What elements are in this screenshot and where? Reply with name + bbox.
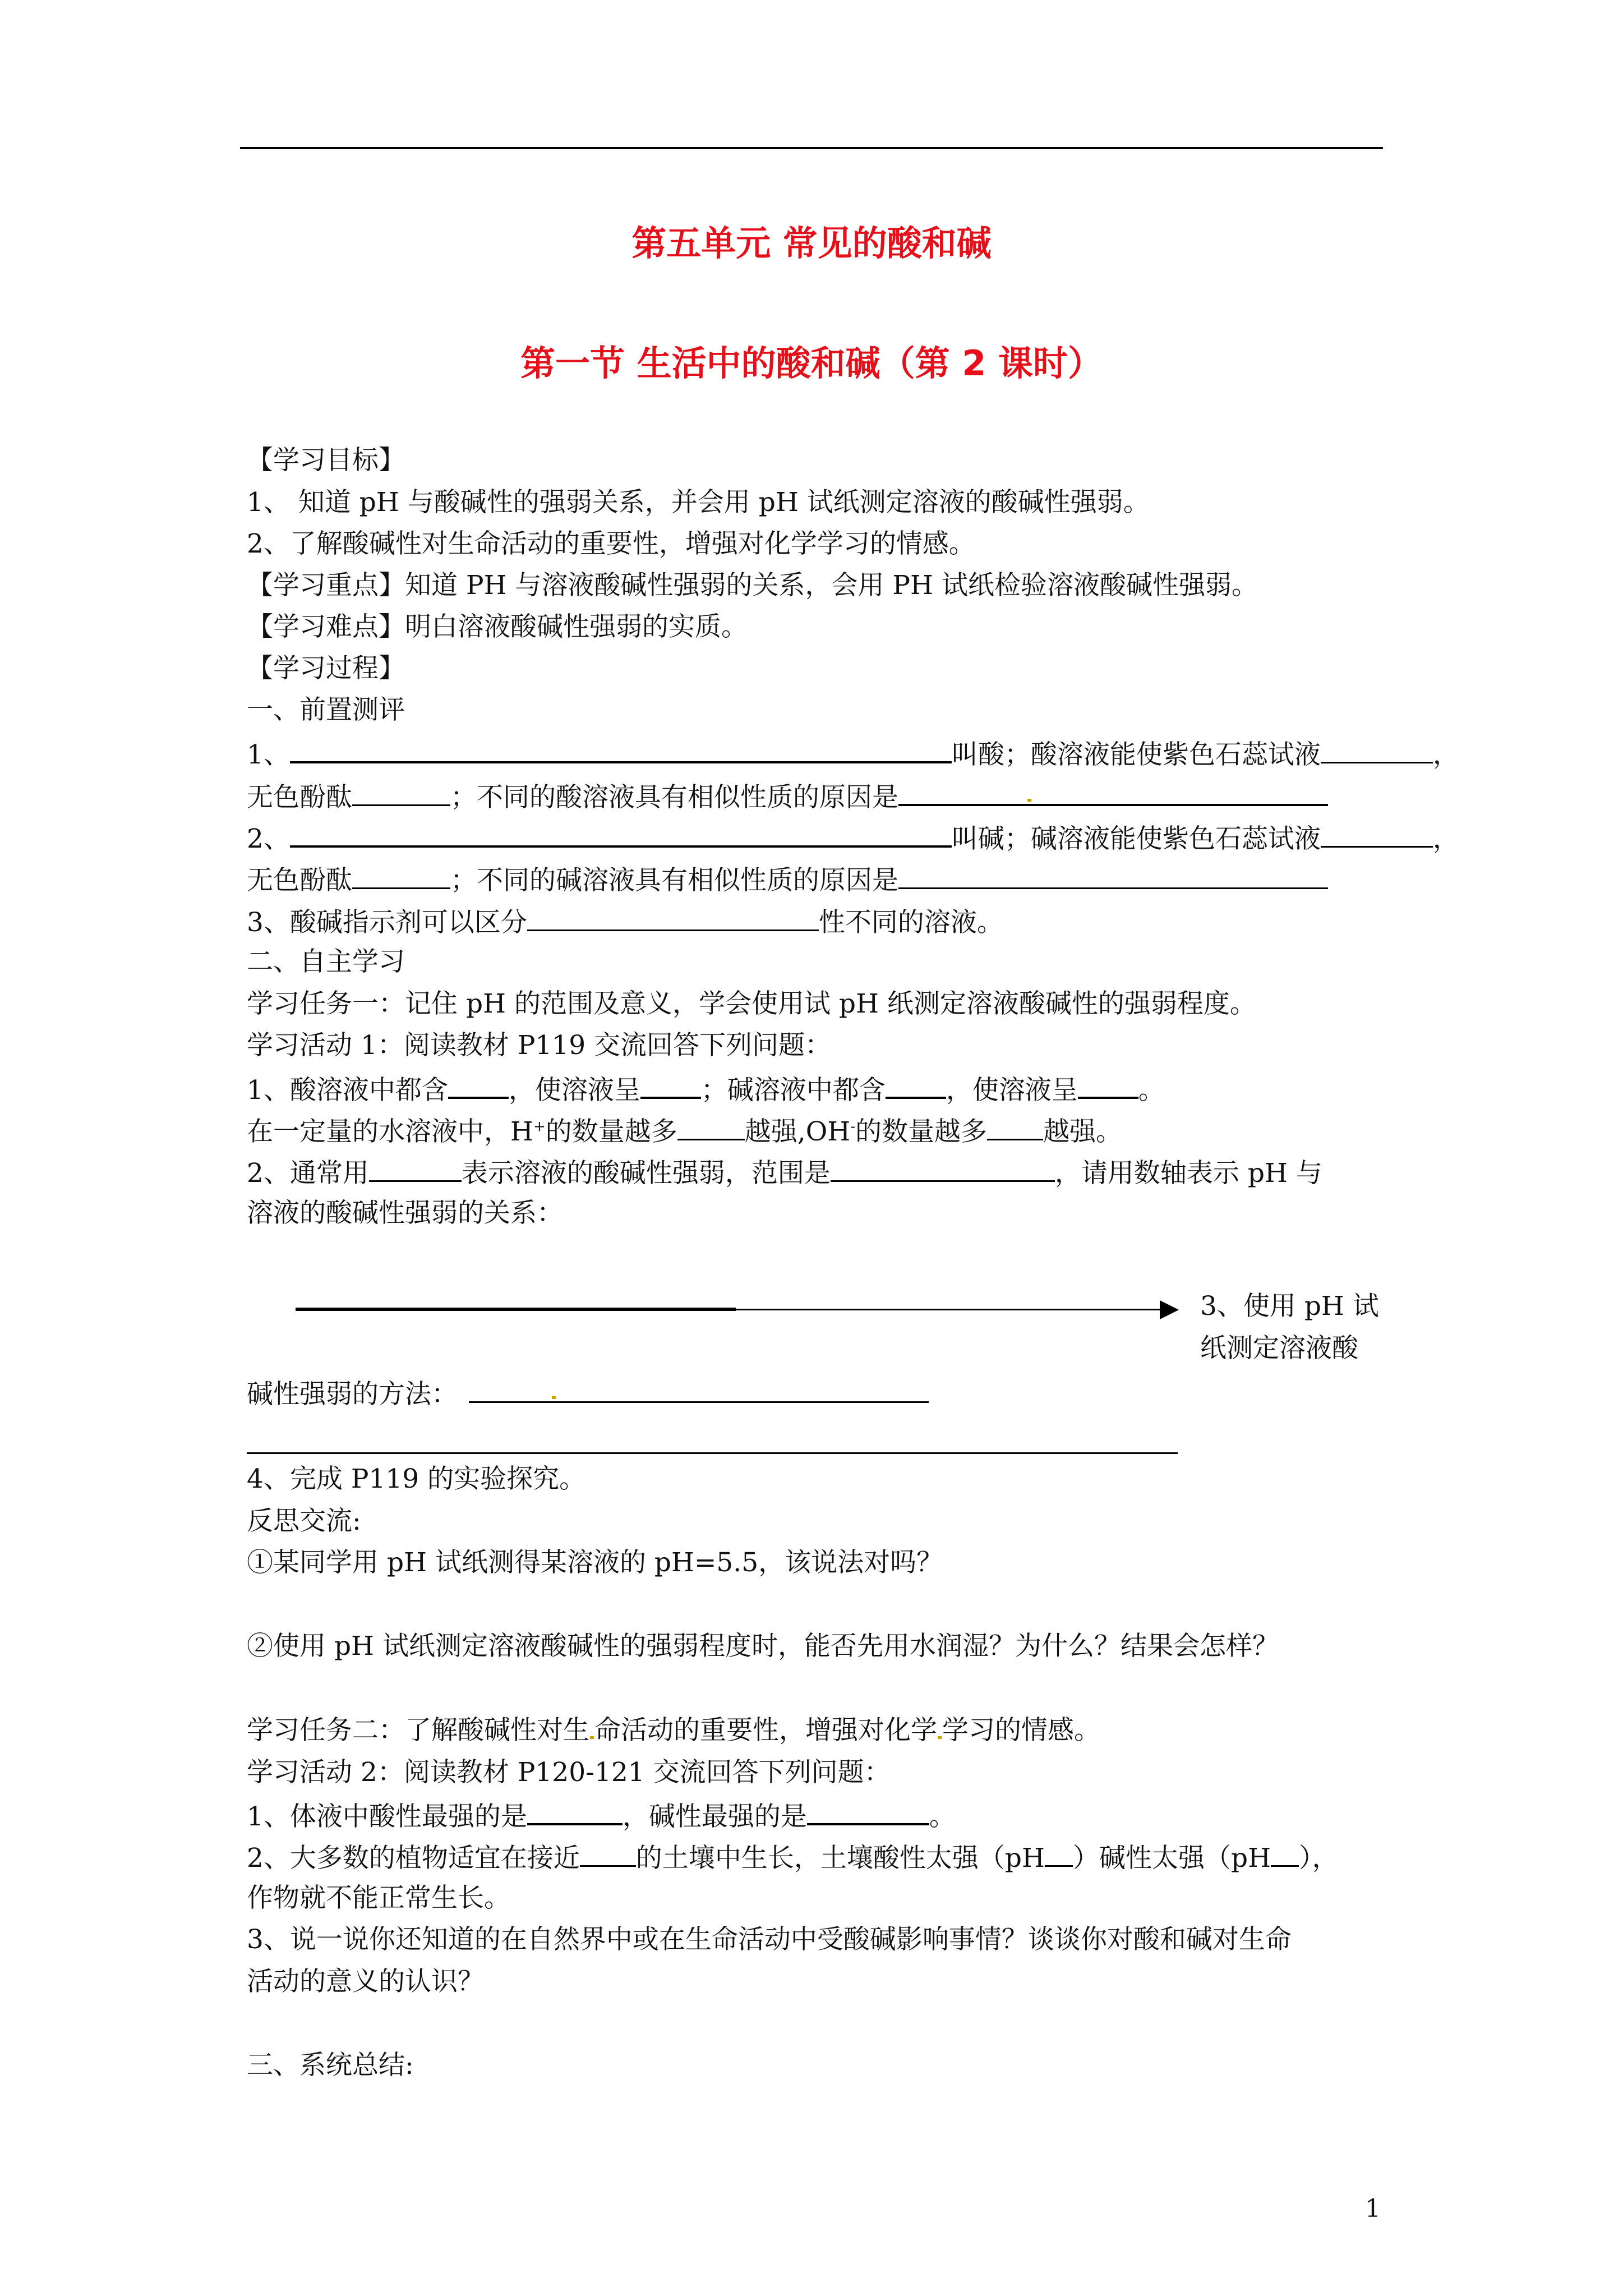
difficulty: 【学习难点】明白溶液酸碱性强弱的实质。	[247, 611, 748, 642]
question-2-line-2: 无色酚酞 ；不同的碱溶液具有相似性质的原因是	[247, 865, 1328, 894]
answer-blank[interactable]	[527, 907, 819, 931]
activity-2-question-3-line-2: 活动的意义的认识？	[247, 1966, 484, 1997]
activity-2-question-3: 3、说一说你还知道的在自然界中或在生命活动中受酸碱影响事情？谈谈你对酸和碱对生命	[247, 1924, 1292, 1955]
question-1-line-1: 1、 叫酸；酸溶液能使紫色石蕊试液 ，	[247, 739, 1459, 770]
answer-blank[interactable]	[580, 1843, 636, 1867]
answer-blank[interactable]	[1321, 739, 1433, 763]
answer-blank[interactable]	[898, 781, 1328, 806]
activity-1-question-2: 2、通常用 表示溶液的酸碱性强弱，范围是 ，请用数轴表示 pH 与	[247, 1158, 1322, 1189]
task-2: 学习任务二：了解酸碱性对生 命活动的重要性，增强对化学 学习的情感。	[247, 1715, 1100, 1746]
objectives-heading: 【学习目标】	[247, 445, 405, 476]
answer-blank[interactable]	[352, 865, 450, 889]
lesson-title: 第一节 生活中的酸和碱（第 2 课时）	[520, 343, 1103, 384]
answer-line[interactable]	[247, 1452, 1178, 1454]
activity-2-question-1: 1、体液中酸性最强的是 ，碱性最强的是 。	[247, 1801, 956, 1832]
answer-blank[interactable]	[886, 1074, 946, 1099]
unit-title: 第五单元 常见的酸和碱	[631, 223, 992, 264]
task-1: 学习任务一：记住 pH 的范围及意义，学会使用试 pH 纸测定溶液酸碱性的强弱程度。	[247, 988, 1256, 1019]
answer-blank[interactable]	[987, 1116, 1043, 1140]
activity-1-question-1: 1、酸溶液中都含 ，使溶液呈 ；碱溶液中都含 ，使溶液呈 。	[247, 1075, 1165, 1106]
answer-blank[interactable]	[807, 1801, 929, 1825]
header-rule	[240, 147, 1383, 149]
reflection-question-1: ①某同学用 pH 试纸测得某溶液的 pH=5.5，该说法对吗？	[247, 1547, 943, 1578]
reflection-heading: 反思交流:	[247, 1506, 361, 1536]
answer-blank[interactable]	[290, 823, 952, 848]
answer-blank[interactable]	[352, 782, 450, 806]
activity-2: 学习活动 2：阅读教材 P120-121 交流回答下列问题：	[247, 1757, 891, 1788]
question-1-line-2: 无色酚酞 ；不同的酸溶液具有相似性质的原因是	[247, 781, 1328, 811]
activity-1-question-1-line-2: 在一定量的水溶液中，H+的数量越多 越强,OH-的数量越多 越强。	[247, 1116, 1123, 1147]
ph-number-line-extension	[736, 1309, 1162, 1310]
answer-blank[interactable]	[831, 1158, 1055, 1182]
activity-2-question-2: 2、大多数的植物适宜在接近 的土壤中生长，土壤酸性太强（pH ）碱性太强（pH ），	[247, 1843, 1339, 1874]
answer-blank[interactable]	[898, 865, 1328, 889]
section-1-heading: 一、前置测评	[247, 694, 405, 725]
process-heading: 【学习过程】	[247, 653, 405, 684]
section-3-heading: 三、系统总结:	[247, 2050, 414, 2081]
activity-2-question-2-line-2: 作物就不能正常生长。	[247, 1883, 510, 1913]
activity-1: 学习活动 1：阅读教材 P119 交流回答下列问题：	[247, 1030, 832, 1061]
question-3: 3、酸碱指示剂可以区分 性不同的溶液。	[247, 907, 1003, 938]
ph-number-line	[296, 1308, 736, 1311]
answer-blank[interactable]	[1321, 823, 1433, 848]
answer-blank[interactable]	[448, 1074, 509, 1099]
answer-blank[interactable]	[469, 1379, 929, 1403]
answer-blank[interactable]	[527, 1801, 623, 1825]
answer-blank[interactable]	[290, 739, 952, 763]
answer-blank[interactable]	[1078, 1074, 1138, 1099]
arrow-right-icon	[1160, 1300, 1179, 1319]
reflection-question-2: ②使用 pH 试纸测定溶液酸碱性的强弱程度时，能否先用水润湿？为什么？结果会怎样？	[247, 1631, 1279, 1662]
answer-blank[interactable]	[369, 1158, 462, 1182]
page-number: 1	[1365, 2194, 1381, 2223]
answer-blank[interactable]	[1271, 1843, 1299, 1867]
activity-1-question-4: 4、完成 P119 的实验探究。	[247, 1464, 586, 1494]
activity-1-question-3: 碱性强弱的方法：	[247, 1379, 929, 1407]
objective-1: 1、 知道 pH 与酸碱性的强弱关系，并会用 pH 试纸测定溶液的酸碱性强弱。	[247, 487, 1150, 518]
answer-blank[interactable]	[640, 1074, 701, 1099]
activity-1-question-3-side-2: 纸测定溶液酸	[1200, 1333, 1358, 1364]
activity-1-question-3-side-1: 3、使用 pH 试	[1200, 1291, 1379, 1322]
activity-1-question-2-line-2: 溶液的酸碱性强弱的关系：	[247, 1198, 563, 1228]
question-2-line-1: 2、 叫碱；碱溶液能使紫色石蕊试液 ，	[247, 823, 1459, 854]
answer-blank[interactable]	[1045, 1843, 1073, 1867]
key-point: 【学习重点】知道 PH 与溶液酸碱性强弱的关系，会用 PH 试纸检验溶液酸碱性强弱。	[247, 570, 1258, 601]
section-2-heading: 二、自主学习	[247, 946, 405, 977]
objective-2: 2、了解酸碱性对生命活动的重要性，增强对化学学习的情感。	[247, 528, 975, 559]
answer-blank[interactable]	[677, 1116, 745, 1140]
